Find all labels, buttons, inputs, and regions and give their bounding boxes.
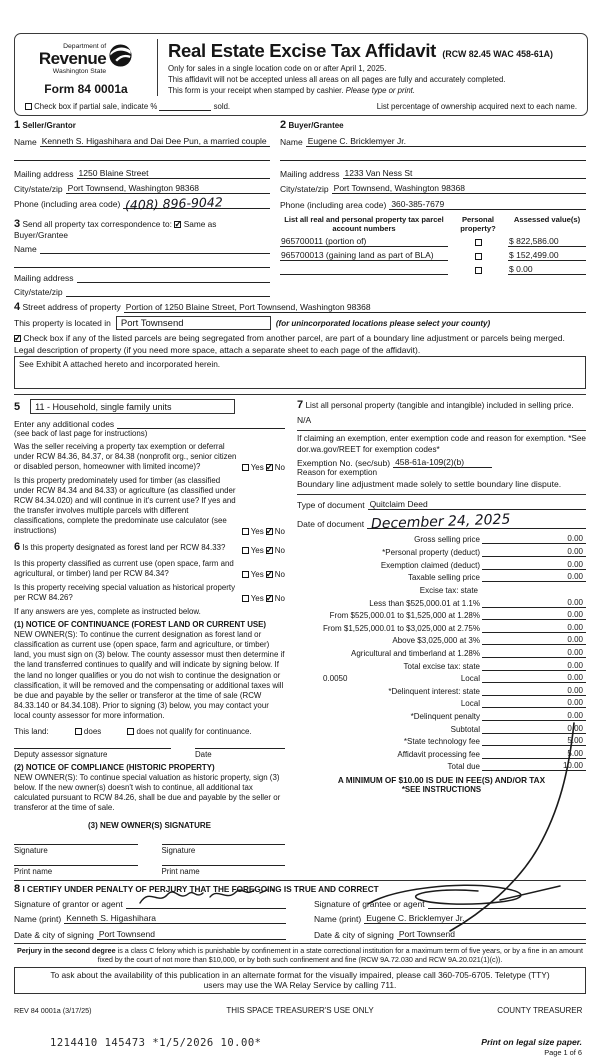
grantee-name-field[interactable]: Eugene C. Bricklemyer Jr. xyxy=(364,913,586,924)
seller-name-label: Name xyxy=(14,136,37,147)
timber-no-checkbox[interactable] xyxy=(266,528,273,535)
form-revision: REV 84 0001a (3/17/25) xyxy=(14,1005,92,1015)
section2-heading: 2 Buyer/Grantee xyxy=(280,119,344,131)
parcel-col1-header: List all real and personal property tax parcel account numbers xyxy=(284,214,444,233)
seller-city-field[interactable]: Port Townsend, Washington 98368 xyxy=(66,183,270,194)
assessed-value-field[interactable]: $ 152,499.00 xyxy=(508,250,586,261)
leader-line xyxy=(482,699,540,708)
question-timber: Is this property predominately used for timber (as classified under RCW 84.34 and 84.33) or agriculture (as classified under RCW 84.34.020) and will continue in it's current use? If yes and the transfer involves multiple parcels with different classifications, complete the predominate use calculator (see instructions) xyxy=(14,476,236,536)
seller-phone-handwriting: (408) 896-9042 xyxy=(125,193,224,213)
seller-mailing-label: Mailing address xyxy=(14,168,74,179)
new-owners-signature-title: (3) NEW OWNER(S) SIGNATURE xyxy=(88,820,211,830)
alternate-format-notice: To ask about the availability of this publication in an alternate format for the visually impaired, please call 360-705-6705. Teletype (TTY) users may use the WA Relay Service by calling 711. xyxy=(14,967,586,994)
tax-value-field[interactable]: 0.00 xyxy=(540,711,586,721)
new-owner-printname-line-1[interactable]: Print name xyxy=(14,865,138,876)
section7-heading: 7 List all personal property (tangible and intangible) included in selling price. xyxy=(296,399,574,411)
correspondence-mailing-label: Mailing address xyxy=(14,272,74,283)
leader-line xyxy=(482,674,540,683)
notice1-title: (1) NOTICE OF CONTINUANCE (FOREST LAND OR CURRENT USE) xyxy=(14,620,267,630)
treasurer-use-label: THIS SPACE TREASURER'S USE ONLY xyxy=(226,1005,374,1015)
header-note-3: This form is your receipt when stamped by cashier. Please type or print. xyxy=(168,85,416,95)
buyer-mailing-label: Mailing address xyxy=(280,168,340,179)
header-note-1: Only for sales in a single location code on or after April 1, 2025. xyxy=(168,63,387,73)
partial-sale-line: Check box if partial sale, indicate % sold. xyxy=(25,102,230,111)
exemption-no-field[interactable]: 458-61a-109(2)(b) xyxy=(393,457,491,468)
buyer-phone-label: Phone (including area code) xyxy=(280,199,387,210)
buyer-mailing-field[interactable]: 1233 Van Ness St xyxy=(343,168,586,179)
tax-row: From $1,525,000.01 to $3,025,000 at 2.75% 0.00 xyxy=(297,623,586,633)
property-street-field[interactable]: Portion of 1250 Blaine Street, Port Townsend, Washington 98368 xyxy=(124,302,586,313)
exemption-no-checkbox[interactable] xyxy=(266,464,273,471)
buyer-name-field[interactable]: Eugene C. Bricklemyer Jr. xyxy=(306,136,586,147)
grantee-signature-field[interactable] xyxy=(428,899,586,909)
tax-row: Subtotal 0.00 xyxy=(297,724,586,734)
personal-property-checkbox[interactable] xyxy=(475,253,482,260)
tax-row: Less than $525,000.01 at 1.1% 0.00 xyxy=(297,598,586,608)
this-land-label: This land: xyxy=(14,726,49,736)
county-treasurer-label: COUNTY TREASURER xyxy=(497,1005,583,1015)
correspondence-mailing-field[interactable] xyxy=(77,273,270,283)
section3-heading: 3 Send all property tax correspondence to: ✓ Same as Buyer/Grantee xyxy=(14,218,270,240)
parcel-col3-header: Assessed value(s) xyxy=(513,214,581,224)
logo-revenue-wordmark: Revenue xyxy=(38,49,107,68)
grantee-signature-label: Signature of grantee or agent xyxy=(314,898,425,909)
exemption-no-label: Exemption No. (sec/sub) xyxy=(296,458,391,469)
question-forest: 6 Is this property designated as forest land per RCW 84.33? xyxy=(14,541,226,554)
notice2-body: NEW OWNER(S): To continue special valuation as historic property, sign (3) below. If the new owner(s) doesn't wish to continue, all additional tax calculated pursuant to RCW 84.26, shall be due and payable by the seller or transferor at the time of sale. xyxy=(14,772,281,812)
tax-row: *Delinquent interest: state 0.00 xyxy=(297,686,586,696)
seller-name-field-2[interactable] xyxy=(14,150,270,161)
header-divider xyxy=(157,39,158,96)
forest-yes-checkbox[interactable] xyxy=(242,547,249,554)
tax-row: Affidavit processing fee 5.00 xyxy=(297,749,586,759)
tax-value-field[interactable]: 0.00 xyxy=(540,534,586,544)
leader-line xyxy=(482,712,540,721)
new-owner-printname-line-2[interactable]: Print name xyxy=(162,865,286,876)
forest-no-checkbox[interactable] xyxy=(266,547,273,554)
tax-value-field[interactable]: 0.00 xyxy=(540,686,586,696)
leader-line xyxy=(482,762,540,771)
current-use-yes-checkbox[interactable] xyxy=(242,571,249,578)
parcel-number-field[interactable]: 965700011 (portion of) xyxy=(280,236,448,247)
tax-value-field[interactable]: 0.00 xyxy=(540,635,586,645)
logo-dept-line: Department of xyxy=(63,43,107,50)
tax-row: From $525,000.01 to $1,525,000 at 1.28% 0.00 xyxy=(297,610,586,620)
tax-row: 0.0050 Local 0.00 xyxy=(297,673,586,683)
leader-line xyxy=(482,662,540,671)
seller-phone-label: Phone (including area code) xyxy=(14,198,121,209)
reason-for-exemption-value[interactable]: Boundary line adjustment made solely to settle boundary line dispute. xyxy=(296,479,562,490)
same-as-buyer-checkbox[interactable] xyxy=(174,221,181,228)
current-use-no-checkbox[interactable] xyxy=(266,571,273,578)
title-rcw-reference: (RCW 82.45 WAC 458-61A) xyxy=(442,49,553,59)
grantor-city-field[interactable]: Port Townsend xyxy=(97,929,286,940)
located-in-label: This property is located in xyxy=(14,318,111,328)
type-of-document-field[interactable]: Quitclaim Deed xyxy=(368,499,586,510)
buyer-phone-field[interactable]: 360-385-7679 xyxy=(389,199,586,210)
land-does-checkbox[interactable] xyxy=(75,728,82,735)
cashier-stamp: 1214410 145473 *1/5/2026 10.00* xyxy=(50,1036,262,1049)
seller-city-label: City/state/zip xyxy=(14,184,63,194)
tax-value-field[interactable]: 0.00 xyxy=(540,724,586,734)
additional-codes-field[interactable] xyxy=(117,419,285,429)
correspondence-name-field-2[interactable] xyxy=(14,257,270,268)
date-of-document-field[interactable] xyxy=(367,511,586,533)
notice1-body: NEW OWNER(S): To continue the current designation as forest land or classification as current use (open space, farm and agriculture, or timber) land, you must sign on (3) below. The county assessor must then determine if the land transferred continues to qualify and will indicate by signing below. If the land no longer qualifies or you do not wish to continue the designation or classification, it will be removed and the compensating or additional taxes will be due and payable by the seller or transferor at the time of sale (RCW 84.33.140 or 84.34.108). Prior to signing (3) below, you may contact your local county assessor for more information. xyxy=(14,630,285,720)
grantor-name-field[interactable]: Kenneth S. Higashihara xyxy=(64,913,286,924)
historic-yes-checkbox[interactable] xyxy=(242,595,249,602)
section8-heading: 8 I CERTIFY UNDER PENALTY OF PERJURY THAT THE FOREGOING IS TRUE AND CORRECT xyxy=(14,882,379,895)
personal-property-checkbox[interactable] xyxy=(475,239,482,246)
minimum-due-note: A MINIMUM OF $10.00 IS DUE IN FEE(S) AND/OR TAX xyxy=(337,776,546,786)
tax-row: Total excise tax: state 0.00 xyxy=(297,661,586,671)
tax-row: Above $3,025,000 at 3% 0.00 xyxy=(297,635,586,645)
question-exemption: Was the seller receiving a property tax exemption or deferral under RCW 84.36, 84.37, or 84.38 (nonprofit org., senior citizen or disabled person, homeowner with limited income)? xyxy=(14,442,237,472)
date-of-document-label: Date of document xyxy=(296,519,365,530)
tax-value-field[interactable]: 0.00 xyxy=(540,610,586,620)
leader-line xyxy=(482,561,540,570)
segregated-checkbox[interactable] xyxy=(14,335,21,342)
leader-line xyxy=(482,687,540,696)
see-back-note: (see back of last page for instructions) xyxy=(14,429,148,438)
reason-for-exemption-label: Reason for exemption xyxy=(296,468,378,478)
leader-line xyxy=(482,535,540,544)
tax-row: Gross selling price 0.00 xyxy=(297,534,586,544)
exemption-intro: If claiming an exemption, enter exemption code and reason for exemption. *See dor.wa.gov/REET for exemption codes* xyxy=(297,430,586,455)
grantee-name-label: Name (print) xyxy=(314,914,362,925)
personal-property-checkbox[interactable] xyxy=(475,267,482,274)
grantor-city-label: Date & city of signing xyxy=(14,929,94,940)
tax-value-field[interactable]: 0.00 xyxy=(540,661,586,671)
section4-heading: 4 Street address of property xyxy=(14,301,121,313)
tax-value-field[interactable]: 10.00 xyxy=(540,761,586,771)
grantee-city-label: Date & city of signing xyxy=(314,929,394,940)
type-of-document-label: Type of document xyxy=(296,500,365,511)
leader-line xyxy=(482,599,540,608)
tax-value-field[interactable]: 0.00 xyxy=(540,560,586,570)
parcel-row xyxy=(280,250,586,261)
parcel-table xyxy=(280,215,586,275)
assessed-value-field[interactable]: $ 822,586.00 xyxy=(508,236,586,247)
leader-line xyxy=(482,649,540,658)
same-as-buyer-label: Same as Buyer/Grantee xyxy=(14,218,217,240)
correspondence-city-field[interactable] xyxy=(66,287,270,297)
parcel-row xyxy=(280,264,586,275)
excise-tax-state-heading: Excise tax: state xyxy=(419,586,478,596)
additional-codes-label: Enter any additional codes xyxy=(14,419,115,429)
tax-row: Agricultural and timberland at 1.28% 0.00 xyxy=(297,648,586,658)
header-box xyxy=(14,33,588,116)
leader-line xyxy=(482,548,540,557)
notice2-title: (2) NOTICE OF COMPLIANCE (HISTORIC PROPERTY) xyxy=(14,762,215,772)
new-owner-signature-line-1[interactable]: Signature xyxy=(14,844,138,855)
tax-value-field[interactable]: 5.00 xyxy=(540,749,586,759)
ownership-note: List percentage of ownership acquired next to each name. xyxy=(376,102,577,111)
parcel-number-field[interactable] xyxy=(280,265,448,275)
question-historic: Is this property receiving special valuation as historical property per RCW 84.26? xyxy=(14,583,236,603)
leader-line xyxy=(482,737,540,746)
page-number: Page 1 of 6 xyxy=(544,1047,582,1057)
form-number: Form 84 0001a xyxy=(44,82,128,96)
grantor-signature-label: Signature of grantor or agent xyxy=(14,898,123,909)
logo-state-line: Washington State xyxy=(52,68,107,75)
seller-phone-field[interactable] xyxy=(123,193,270,213)
leader-line xyxy=(482,611,540,620)
buyer-city-field[interactable]: Port Townsend, Washington 98368 xyxy=(332,183,586,194)
tax-row: *Delinquent penalty 0.00 xyxy=(297,711,586,721)
perjury-statement: Perjury in the second degree is a class C felony which is punishable by confinement in a state correctional institution for a maximum term of five years, or by a fine in an amount fixed by the court of not more than $10,000, or by both such confinement and fine (RCW 9A.72.030 and RCW 9A.20.021(1)(c)). xyxy=(14,943,586,964)
use-code-select[interactable]: 11 - Household, single family units xyxy=(30,399,235,414)
seller-name-field[interactable]: Kenneth S. Higashihara and Dai Dee Pun, a married couple xyxy=(40,136,270,147)
seller-mailing-field[interactable]: 1250 Blaine Street xyxy=(77,168,270,179)
leader-line xyxy=(482,725,540,734)
exemption-yes-checkbox[interactable] xyxy=(242,464,249,471)
leader-line xyxy=(482,573,540,582)
legal-description-label: Legal description of property (if you need more space, attach a separate sheet to each page of the affidavit). xyxy=(14,345,421,355)
tax-value-field[interactable]: 0.00 xyxy=(540,598,586,608)
partial-sale-percent-field[interactable] xyxy=(159,102,211,111)
dor-swirl-icon xyxy=(108,43,133,70)
tax-value-field[interactable]: 0.00 xyxy=(540,547,586,557)
buyer-name-field-2[interactable] xyxy=(280,150,586,161)
property-location-select[interactable]: Port Townsend xyxy=(116,316,271,330)
correspondence-name-field[interactable] xyxy=(40,244,270,254)
tax-value-field[interactable]: 0.00 xyxy=(540,572,586,582)
tax-row: *State technology fee 5.00 xyxy=(297,736,586,746)
question-current-use: Is this property classified as current use (open space, farm and agricultural, or timber) land per RCW 84.34? xyxy=(14,559,234,579)
assessed-value-field[interactable]: $ 0.00 xyxy=(508,264,586,275)
leader-line xyxy=(482,624,540,633)
personal-property-value[interactable]: N/A xyxy=(296,415,312,425)
reet-affidavit-page: Department of Revenue Washington State Form 84 0001a Real Estate Excise Tax Affidavit (RCW 82.45 WAC 458-61A) Only for sales in a single location code on or after April 1, 2025. This affidavit will not be accepted unless all areas on all pages are fully and accurately completed. This form is your receipt when stamped by cashier. Please type or print. Check box if partial sale, indicate % sold. List percentage of ownership acquired next to each name. 1 Seller/Grantor Name Kenneth S. Higashihara and Dai Dee Pun, a married couple Mailing address 1250 Blaine Street City/state/zip Port Townsend, Washington 98368 Phone (including area code) (408) 896-9042 3 Send all property tax correspondence to: ✓ Same as Buyer/Grantee Name Mailing address City/state/zip 2 Buyer/Grantee Name Eugene C. Bricklemyer Jr. Mailing address 1233 Van Ness St City/state/zip Port Townsend, Washington 98368 Phone (including area code) 360-385-7679 List all real and personal property tax parcel account numbers Personal property? Assessed value(s) 965700011 (portion of) $ 822,586.00 965700013 (gaining land as part of BLA) $ 152,499.00 $ 0.00 4 Street address of property Portion of 1250 Blaine Street, Port Townsend, Washington 98368 This property is located in Port Townsend (for unincorporated locations please select your county) ✓ Check box if any of the listed parcels are being segregated from another parcel, are part of a boundary line adjustment or parcels being merged. Legal description of property (if you need more space, attach a separate sheet to each page of the affidavit). See Exhibit A attached hereto and incorporated herein. 5 11 - Household, single family units Enter any additional codes (see back of last page for instructions) Was the seller receiving a property tax exemption or deferral under RCW 84.36, 84.37, or 84.38 (nonprofit org., senior citizen or disabled person, homeowner with limited income)? Yes ✓ No Is this property predominately used for timber (as classified under RCW 84.34 and 84.33) or agriculture (as classified under RCW 84.34.020) and will continue in it's current use? If yes and the transfer involves multiple parcels with different classifications, complete the predominate use calculator (see instructions) Yes ✓ No 6 Is this property designated as forest land per RCW 84.33? Yes ✓ No Is this property classified as current use (open space, farm and agricultural, or timber) land per RCW 84.34? Yes ✓ No Is this property receiving special valuation as historical property per RCW 84.26? Yes ✓ No If any answers are yes, complete as instructed below. (1) NOTICE OF CONTINUANCE (FOREST LAND OR CURRENT USE) NEW OWNER(S): To continue the current designation as forest land or classification as current use (open space, farm and agriculture, or timber) land, you must sign on (3) below. The county assessor must then determine if the land transferred continues to qualify and will indicate by signing below. If the land no longer qualifies or you do not wish to continue the designation or classification, it will be removed and the compensating or additional taxes will be due and payable by the seller or transferor at the time of sale (RCW 84.33.140 or 84.34.108). Prior to signing (3) below, you may contact your local county assessor for more information. This land: does does not qualify for continuance. Deputy assessor signature Date (2) NOTICE OF COMPLIANCE (HISTORIC PROPERTY) NEW OWNER(S): To continue special valuation as historic property, sign (3) below. If the new owner(s) doesn't wish to continue, all additional tax calculated pursuant to RCW 84.26, shall be due and payable by the seller or transferor at the time of sale. (3) NEW OWNER(S) SIGNATURE Signature Signature Print name Print name 7 List all personal property (tangible and intangible) included in selling price. N/A If claiming an exemption, enter exemption code and reason for exemption. *See dor.wa.gov/REET for exemption codes* Exemption No. (sec/sub) 458-61a-109(2)(b) Reason for exemption Boundary line adjustment made solely to settle boundary line dispute. Type of document Quitclaim Deed Date of document December 24, 2025 Gross selling price 0.00 *Personal property (deduct) 0.00 Exemption claimed (deduct) 0.00 Taxable selling price 0.00 Excise tax: state Less than $525,000.01 at 1.1% 0.00 From $525,000.01 to $1,525,000 at 1.28% 0.00 From $1,525,000.01 to $3,025,000 at 2.75% 0.00 Above $3,025,000 at 3% 0.00 Agricultural and timberland at 1.28% 0.00 Total excise tax: state 0.00 0.0050 Local 0.00 *Delinquent interest: state 0.00 Local 0.00 *Delinquent penalty 0.00 Subtotal 0.00 *State technology fee 5.00 Affidavit processing fee 5.00 Total due 10.00 A MINIMUM OF $10.00 IS DUE IN FEE(S) AND/OR TAX *SEE INSTRUCTIONS 8 I CERTIFY UNDER PENALTY OF PERJURY THAT THE FOREGOING IS TRUE AND CORRECT Signature of grantor or agent Name (print) Kenneth S. Higashihara Date & city of signing Port Townsend Signature of grantee or agent Name (print) Eugene C. Bricklemyer Jr. Date & city of signing Port Townsend Perjury in the second degree is a class C felony which is punishable by confinement in a state correctional institution for a maximum term of five years, or by a fine in an amount fixed by the court of not more than $10,000, or by both such confinement and fine (RCW 9A.72.030 and RCW 9A.20.021(1)(c)). To ask about the availability of this publication in an alternate format for the visually impaired, please call 360-705-6705. Teletype (TTY) users may use the WA Relay Service by calling 711. REV 84 0001a (3/17/25) THIS SPACE TREASURER'S USE ONLY COUNTY TREASURER 1214410 145473 *1/5/2026 10.00* Print on legal size paper. Page 1 of 6 xyxy=(0,33,600,1028)
land-does-not-checkbox[interactable] xyxy=(127,728,134,735)
parcel-row xyxy=(280,236,586,247)
historic-no-checkbox[interactable] xyxy=(266,595,273,602)
grantor-name-label: Name (print) xyxy=(14,914,62,925)
print-size-note: Print on legal size paper. xyxy=(481,1036,582,1047)
correspondence-city-label: City/state/zip xyxy=(14,287,63,297)
timber-yes-checkbox[interactable] xyxy=(242,528,249,535)
section1-heading: 1 Seller/Grantor xyxy=(14,119,76,131)
tax-value-field[interactable]: 0.00 xyxy=(540,648,586,658)
tax-value-field[interactable]: 0.00 xyxy=(540,698,586,708)
new-owner-signature-line-2[interactable]: Signature xyxy=(162,844,286,855)
tax-row: Exemption claimed (deduct) 0.00 xyxy=(297,560,586,570)
tax-row: *Personal property (deduct) 0.00 xyxy=(297,547,586,557)
segregated-label: Check box if any of the listed parcels are being segregated from another parcel, are part of a boundary line adjustment or parcels being merged. xyxy=(23,333,565,343)
located-note: (for unincorporated locations please select your county) xyxy=(275,318,491,328)
see-instructions-note: *SEE INSTRUCTIONS xyxy=(401,785,482,795)
date-of-document-handwriting: December 24, 2025 xyxy=(370,511,511,533)
if-yes-note: If any answers are yes, complete as instructed below. xyxy=(14,607,201,617)
section5-number: 5 xyxy=(14,400,21,413)
header-note-2: This affidavit will not be accepted unless all areas on all pages are fully and accurately completed. xyxy=(168,74,506,84)
buyer-city-label: City/state/zip xyxy=(280,184,329,194)
grantor-signature-field[interactable] xyxy=(126,899,286,909)
leader-line xyxy=(482,750,540,759)
tax-row: Total due 10.00 xyxy=(297,761,586,771)
parcel-col2-header: Personal property? xyxy=(460,214,496,233)
parcel-number-field[interactable]: 965700013 (gaining land as part of BLA) xyxy=(280,250,448,261)
leader-line xyxy=(482,636,540,645)
tax-row: Local 0.00 xyxy=(297,698,586,708)
deputy-date-line[interactable]: Date xyxy=(195,748,285,759)
legal-description-field[interactable]: See Exhibit A attached hereto and incorporated herein. xyxy=(14,356,586,389)
page-title: Real Estate Excise Tax Affidavit xyxy=(168,40,437,61)
partial-sale-checkbox[interactable] xyxy=(25,103,32,110)
tax-value-field[interactable]: 5.00 xyxy=(540,736,586,746)
tax-value-field[interactable]: 0.00 xyxy=(540,623,586,633)
correspondence-name-label: Name xyxy=(14,244,37,254)
deputy-assessor-signature-line[interactable]: Deputy assessor signature xyxy=(14,748,171,759)
tax-value-field[interactable]: 0.00 xyxy=(540,673,586,683)
dor-logo xyxy=(25,39,147,96)
tax-row: Taxable selling price 0.00 xyxy=(297,572,586,582)
buyer-name-label: Name xyxy=(280,136,303,147)
grantee-city-field[interactable]: Port Townsend xyxy=(397,929,586,940)
